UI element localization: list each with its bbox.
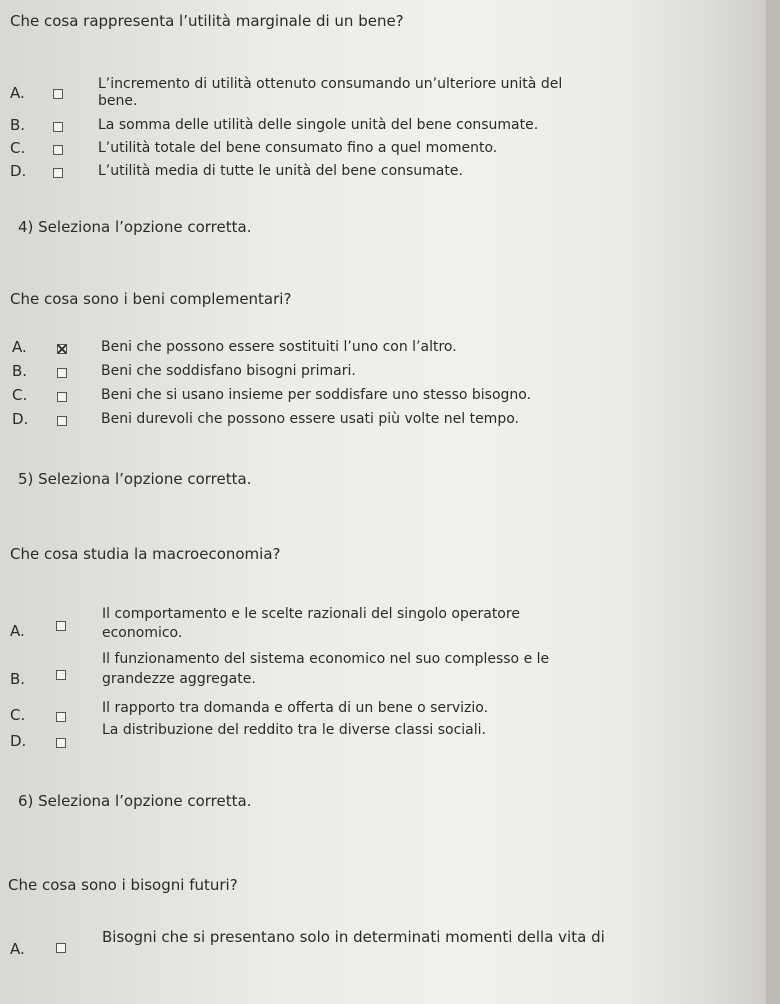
option-letter: A. [10, 84, 25, 102]
checkbox[interactable] [53, 168, 63, 178]
option-text: Bisogni che si presentano solo in determinati momenti della vita di [102, 928, 605, 946]
option-text-line2: bene. [98, 93, 138, 109]
option-text: Beni che si usano insieme per soddisfare uno stesso bisogno. [101, 387, 532, 403]
question-6-text: Che cosa sono i bisogni futuri? [8, 876, 238, 894]
option-letter: B. [12, 362, 28, 380]
option-text-line1: Il funzionamento del sistema economico nel suo complesso e le [102, 651, 550, 667]
option-letter: A. [10, 622, 25, 640]
checkbox[interactable] [56, 670, 66, 680]
option-text [102, 605, 520, 643]
checkbox[interactable] [56, 943, 66, 953]
option-text: La distribuzione del reddito tra le diverse classi sociali. [102, 722, 486, 738]
checkbox[interactable] [57, 416, 67, 426]
option-letter: B. [10, 116, 26, 134]
option-letter: A. [10, 940, 25, 958]
checkbox[interactable] [53, 89, 63, 99]
option-letter: D. [12, 410, 29, 428]
option-text: Beni durevoli che possono essere usati più volte nel tempo. [101, 411, 519, 427]
checkbox[interactable] [56, 712, 66, 722]
checkbox-marked[interactable] [57, 344, 67, 354]
option-letter: D. [10, 732, 27, 750]
instruction-5: 5) Seleziona l’opzione corretta. [18, 470, 252, 488]
option-letter: C. [10, 706, 26, 724]
checkbox[interactable] [53, 122, 63, 132]
option-letter: A. [12, 338, 27, 356]
option-letter: D. [10, 162, 27, 180]
checkbox[interactable] [57, 368, 67, 378]
option-letter: C. [12, 386, 28, 404]
question-5-text: Che cosa studia la macroeconomia? [10, 545, 281, 563]
paper-edge [766, 0, 780, 1004]
option-text: L’utilità totale del bene consumato fino a quel momento. [98, 140, 498, 156]
option-text [102, 649, 549, 689]
checkbox[interactable] [56, 621, 66, 631]
option-text-line1: Il comportamento e le scelte razionali del singolo operatore [102, 606, 520, 622]
checkbox[interactable] [53, 145, 63, 155]
instruction-6: 6) Seleziona l’opzione corretta. [18, 792, 252, 810]
option-text-line2: grandezze aggregate. [102, 671, 256, 687]
option-text-line1: L’incremento di utilità ottenuto consumando un’ulteriore unità del [98, 76, 563, 92]
option-text-line2: economico. [102, 625, 183, 641]
option-letter: B. [10, 670, 26, 688]
question-4-text: Che cosa sono i beni complementari? [10, 290, 292, 308]
option-text: L’utilità media di tutte le unità del bene consumate. [98, 163, 463, 179]
option-letter: C. [10, 139, 26, 157]
option-text: La somma delle utilità delle singole unità del bene consumate. [98, 117, 539, 133]
option-text [98, 76, 562, 110]
option-text: Beni che soddisfano bisogni primari. [101, 363, 356, 379]
instruction-4: 4) Seleziona l’opzione corretta. [18, 218, 252, 236]
option-text: Beni che possono essere sostituiti l’uno con l’altro. [101, 339, 457, 355]
page-shadow [620, 0, 780, 1004]
question-3-text: Che cosa rappresenta l’utilità marginale di un bene? [10, 12, 404, 30]
checkbox[interactable] [56, 738, 66, 748]
checkbox[interactable] [57, 392, 67, 402]
option-text: Il rapporto tra domanda e offerta di un bene o servizio. [102, 700, 489, 716]
